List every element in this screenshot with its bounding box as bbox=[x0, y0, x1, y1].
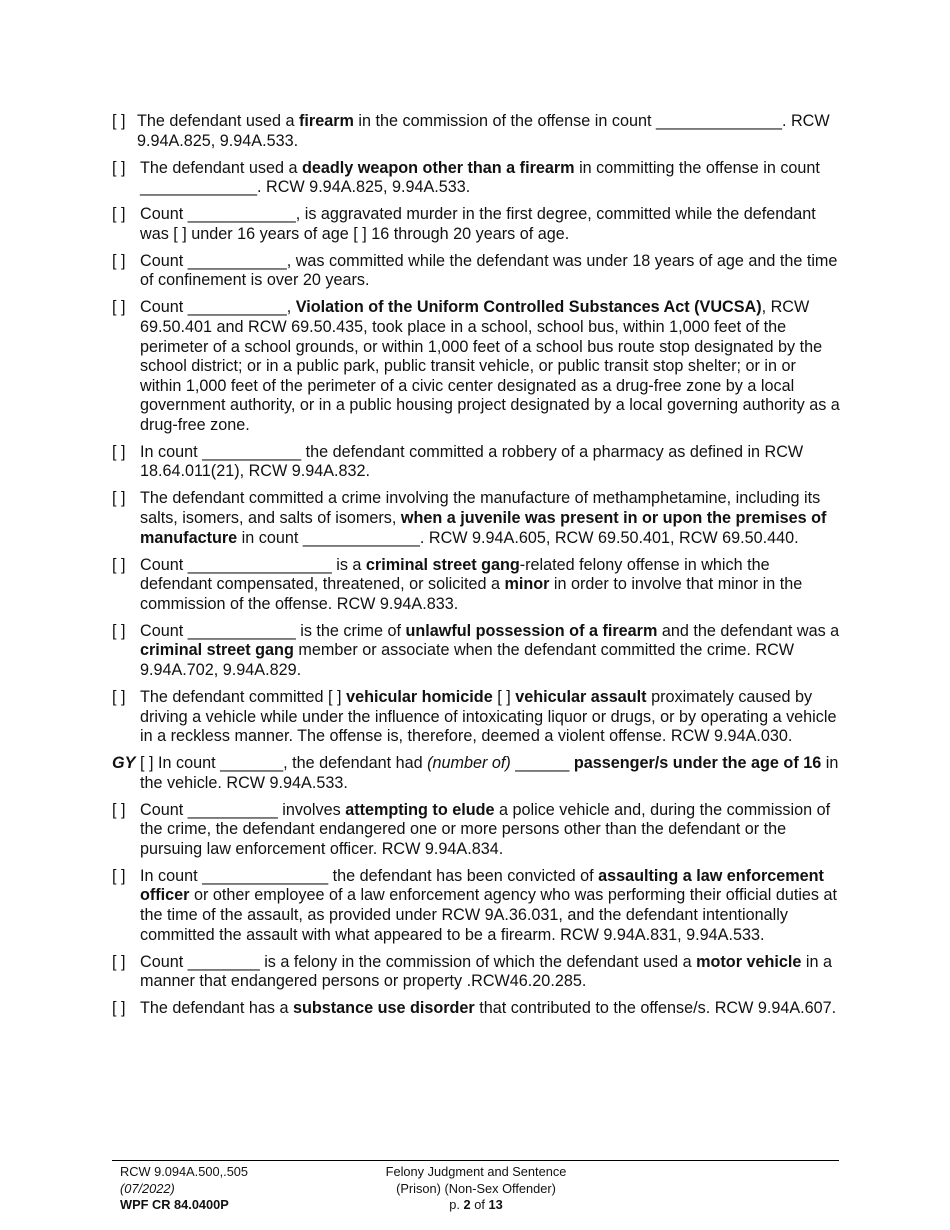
checkbox[interactable]: [ ] bbox=[112, 687, 126, 706]
footer-left bbox=[120, 1164, 248, 1214]
footer-title: Felony Judgment and Sentence bbox=[385, 1164, 567, 1179]
list-item bbox=[112, 754, 840, 793]
checkbox[interactable]: [ ] bbox=[112, 999, 126, 1018]
checkbox[interactable]: [ ] bbox=[112, 621, 126, 640]
list-item bbox=[112, 999, 840, 1019]
item-text: In count ___________ the defendant committed a robbery of a pharmacy as defined in RCW 18.64.011(21), RCW 9.94A.832. bbox=[140, 442, 804, 481]
item-text: The defendant used a deadly weapon other than a firearm in committing the offense in count _____________. RCW 9.94A.825, 9.94A.533. bbox=[140, 158, 820, 197]
footer-date: (07/2022) bbox=[120, 1180, 175, 1196]
item-text: Count ____________ is the crime of unlawful possession of a firearm and the defendant was a criminal street gang member or associate when the defendant committed the crime. RCW 9.94A.702, 9.94A.829. bbox=[140, 621, 840, 679]
list-item bbox=[112, 205, 840, 244]
list-item bbox=[112, 688, 840, 747]
checkbox[interactable]: [ ] bbox=[140, 754, 154, 773]
item-text: Count ________ is a felony in the commission of which the defendant used a motor vehicle in a manner that endangered persons or property .RCW46.20.285. bbox=[140, 952, 833, 991]
item-text: The defendant committed a crime involving the manufacture of methamphetamine, including its salts, isomers, and salts of isomers, when a juvenile was present in or upon the premises of manufacture in count _____________. RCW 9.94A.605, RCW 69.50.401, RCW 69.50.440. bbox=[140, 489, 827, 547]
gy-prefix: GY bbox=[112, 754, 136, 773]
page-number: p. 2 of 13 bbox=[449, 1197, 503, 1212]
item-text: Count ____________, is aggravated murder in the first degree, committed while the defendant was [ ] under 16 years of age [ ] 16 through 20 years of age. bbox=[140, 205, 816, 243]
item-text: The defendant has a substance use disorder that contributed to the offense/s. RCW 9.94A.607. bbox=[140, 999, 837, 1018]
list-item bbox=[112, 489, 840, 548]
list-item bbox=[112, 556, 840, 615]
checkbox[interactable]: [ ] bbox=[112, 158, 126, 177]
checkbox[interactable]: [ ] bbox=[112, 298, 126, 317]
list-item bbox=[112, 953, 840, 992]
list-item bbox=[112, 801, 840, 860]
item-text: Count ___________, Violation of the Uniform Controlled Substances Act (VUCSA), RCW 69.50.401 and RCW 69.50.435, took place in a school, school bus, within 1,000 feet of the perimeter of a school grounds, or within 1,000 feet of a school bus route stop designated by the school district; or in a public park, public transit vehicle, or public transit stop shelter; or in or within 1,000 feet of the perimeter of a civic center designated as a drug-free zone by a local government authority, or in a public housing project designated by a local governing authority as a drug-free zone. bbox=[140, 298, 840, 434]
item-text: Count ________________ is a criminal street gang-related felony offense in which the defendant compensated, threatened, or solicited a minor in order to involve that minor in the commission of the offense. RCW 9.94A.833. bbox=[140, 555, 803, 613]
item-text: Count ___________, was committed while the defendant was under 18 years of age and the time of confinement is over 20 years. bbox=[140, 251, 838, 290]
checkbox[interactable]: [ ] bbox=[112, 555, 126, 574]
list-item bbox=[112, 622, 840, 681]
checkbox[interactable]: [ ] bbox=[112, 489, 126, 508]
footer-center bbox=[360, 1164, 592, 1214]
checkbox[interactable]: [ ] bbox=[112, 112, 126, 130]
footer-subtitle: (Prison) (Non-Sex Offender) bbox=[396, 1180, 556, 1196]
list-item bbox=[112, 867, 840, 945]
item-text: The defendant committed [ ] vehicular homicide [ ] vehicular assault proximately caused by driving a vehicle while under the influence of intoxicating liquor or drugs, or by operating a vehicle in a reckless manner. The offense is, therefore, deemed a violent offense. RCW 9.94A.030. bbox=[140, 687, 837, 746]
list-item bbox=[112, 298, 840, 435]
checkbox[interactable]: [ ] bbox=[112, 866, 126, 885]
checkbox[interactable]: [ ] bbox=[112, 952, 126, 971]
checkbox[interactable]: [ ] bbox=[112, 205, 126, 224]
list-item bbox=[112, 443, 840, 482]
item-text: Count __________ involves attempting to elude a police vehicle and, during the commission of the crime, the defendant endangered one or more persons other than the defendant or the pursuing law enforcement officer. RCW 9.94A.834. bbox=[140, 800, 831, 858]
findings-list bbox=[112, 112, 840, 1026]
list-item bbox=[112, 159, 840, 198]
item-text: The defendant used a firearm in the commission of the offense in count ______________. RCW 9.94A.825, 9.94A.533. bbox=[137, 112, 830, 150]
list-item bbox=[112, 252, 840, 291]
checkbox[interactable]: [ ] bbox=[112, 251, 126, 270]
footer-statute: RCW 9.094A.500,.505 bbox=[120, 1164, 249, 1179]
checkbox[interactable]: [ ] bbox=[112, 800, 126, 819]
item-text: [ ] In count _______, the defendant had (number of) ______ passenger/s under the age of 16 in the vehicle. RCW 9.94A.533. bbox=[140, 754, 839, 792]
list-item bbox=[112, 112, 840, 151]
footer-form-number: WPF CR 84.0400P bbox=[120, 1197, 229, 1212]
footer-divider bbox=[112, 1160, 839, 1161]
checkbox[interactable]: [ ] bbox=[112, 442, 126, 461]
item-text: In count ______________ the defendant has been convicted of assaulting a law enforcement officer or other employee of a law enforcement agency who was performing their official duties at the time of the assault, as provided under RCW 9A.36.031, and the defendant intentionally committed the assault with what appeared to be a firearm. RCW 9.94A.831, 9.94A.533. bbox=[140, 866, 838, 944]
